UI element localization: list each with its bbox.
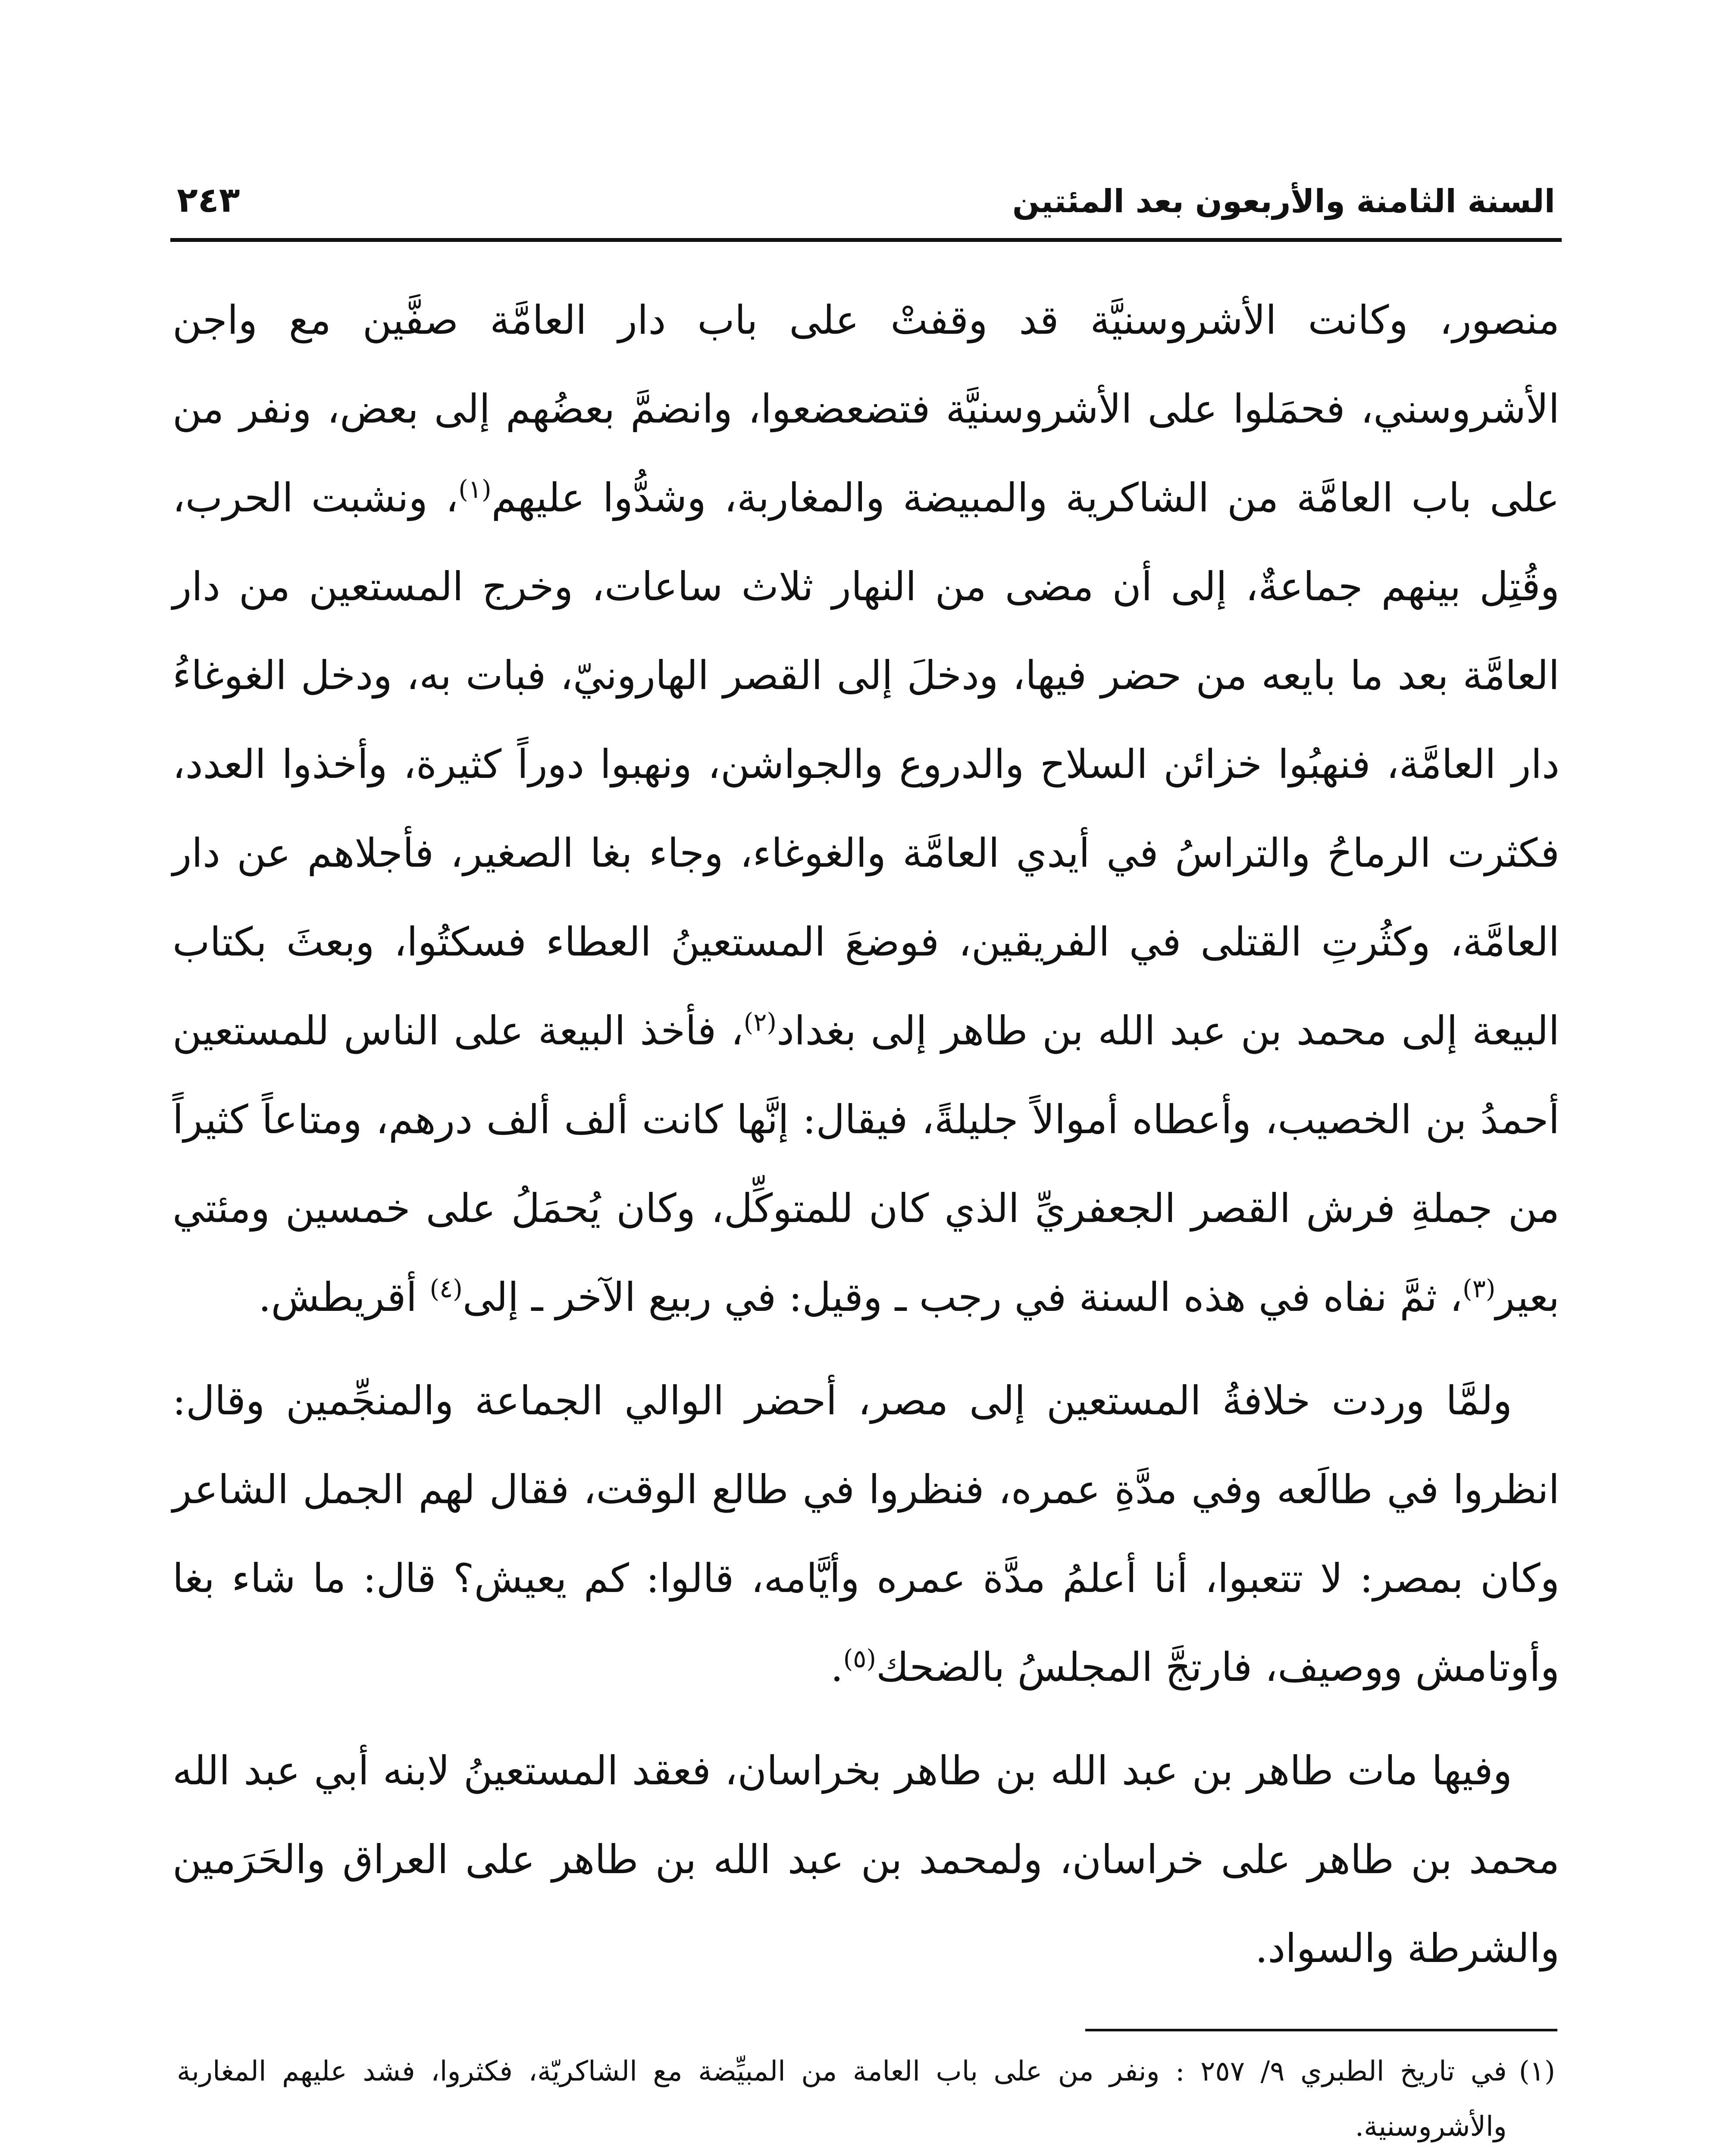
footnote-divider: [1085, 2029, 1557, 2031]
header-divider: [170, 238, 1562, 242]
paragraph-2: ولمَّا وردت خلافةُ المستعين إلى مصر، أحضر الوالي الجماعة والمنجِّمين وقال: انظروا في طالَعه وفي مدَّةِ عمره، فنظروا في طالع الوقت، فقال لهم الجمل الشاعر وكان بمصر: لا تتعبوا، أنا أعلمُ مدَّة عمره وأيَّامه، قالوا: كم يعيش؟ قال: ما شاء بغا وأوتامش ووصيف، فارتجَّ المجلسُ بالضحك$^{(٥)}$.: [172, 1378, 1560, 1690]
footnote-1: [177, 2044, 1555, 2154]
footnote-mark: [1519, 2154, 1555, 2156]
footnote-ref-1: (١): [458, 474, 492, 504]
running-title: السنة الثامنة والأربعون بعد المئتين: [1012, 183, 1555, 220]
page-number: ٢٤٣: [177, 180, 240, 220]
footnote-ref-4: (٤): [429, 1274, 463, 1304]
footnote-2: [177, 2154, 1555, 2156]
footnote-ref-5: (٥): [843, 1644, 877, 1673]
main-text: [172, 276, 1560, 2008]
footnote-text: في تاريخ الطبري ٩/ ٢٥٧ : ونفر من على باب العامة من المبيِّضة مع الشاكريّة، فكثروا، فشد عليهم المغاربة والأشروسنية.: [177, 2056, 1507, 2143]
paragraph-1: منصور، وكانت الأشروسنيَّة قد وقفتْ على باب دار العامَّة صفَّين مع واجن الأشروسني، فحمَلوا على الأشروسنيَّة فتضعضعوا، وانضمَّ بعضُهم إلى بعض، ونفر من على باب العامَّة من الشاكرية والمبيضة والمغاربة، وشدُّوا عليهم$^{(١)}$، ونشبت الحرب، وقُتِل بينهم جماعةٌ، إلى أن مضى من النهار ثلاث ساعات، وخرج المستعين من دار العامَّة بعد ما بايعه من حضر فيها، ودخلَ إلى القصر الهارونيّ، فبات به، ودخل الغوغاءُ دار العامَّة، فنهبُوا خزائن السلاح والدروع والجواشن، ونهبوا دوراً كثيرة، وأخذوا العدد، فكثرت الرماحُ والتراسُ في أيدي العامَّة والغوغاء، وجاء بغا الصغير، فأجلاهم عن دار العامَّة، وكثُرتِ القتلى في الفريقين، فوضعَ المستعينُ العطاء فسكتُوا، وبعثَ بكتاب البيعة إلى محمد بن عبد الله بن طاهر إلى بغداد$^{(٢)}$، فأخذ البيعة على الناس للمستعين أحمدُ بن الخصيب، وأعطاه أموالاً جليلةً، فيقال: إنَّها كانت ألف ألف درهم، ومتاعاً كثيراً من جملةِ فرش القصر الجعفريِّ الذي كان للمتوكِّل، وكان يُحمَلُ على خمسين ومئتي بعير$^{(٣)}$، ثمَّ نفاه في هذه السنة في رجب ـ وقيل: في ربيع الآخر ـ إلى$^{(٤)}$ أقريطش.: [172, 297, 1560, 1320]
footnote-ref-2: (٢): [743, 1007, 777, 1037]
paragraph-3: وفيها مات طاهر بن عبد الله بن طاهر بخراسان، فعقد المستعينُ لابنه أبي عبد الله محمد بن طاهر على خراسان، ولمحمد بن عبد الله بن طاهر على العراق والحَرَمين والشرطة والسواد.: [172, 1748, 1560, 1971]
footnote-ref-3: (٣): [1463, 1274, 1496, 1304]
page-header: [177, 155, 1555, 220]
footnote-text: [177, 2154, 1507, 2156]
footnotes: [177, 2044, 1555, 2156]
footnote-mark: (١): [1519, 2056, 1555, 2087]
